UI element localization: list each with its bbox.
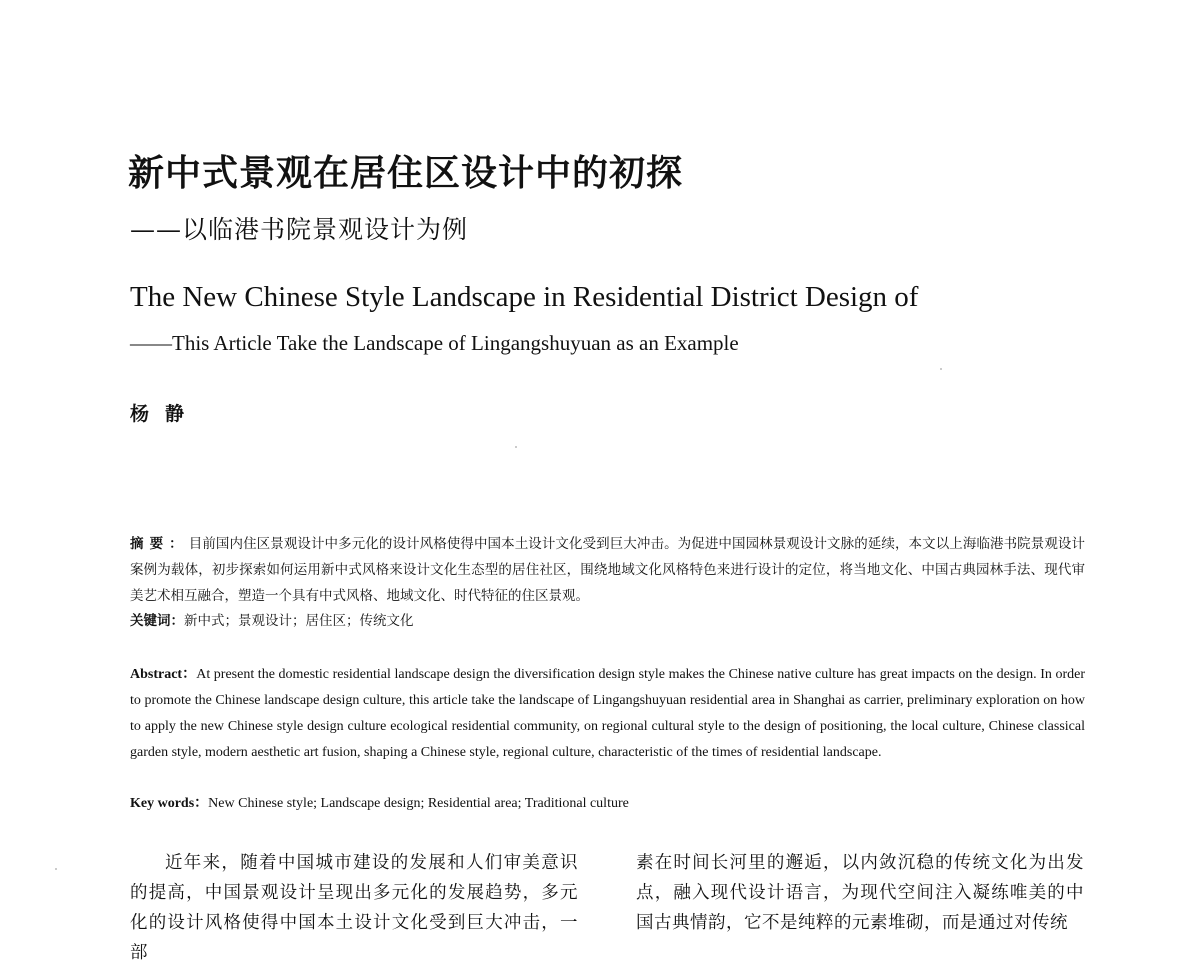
keywords-english-text: New Chinese style; Landscape design; Residential area; Traditional culture [208,796,629,811]
abstract-chinese [130,531,1085,609]
scan-speck [55,868,57,870]
author-name: 杨静 [130,403,201,425]
paper-subtitle-chinese: ——以临港书院景观设计为例 [130,215,469,244]
keywords-chinese-label: 关键词： [130,613,184,629]
paper-title-chinese: 新中式景观在居住区设计中的初探 [128,152,684,194]
abstract-english [130,662,1085,766]
keywords-chinese-text: 新中式；景观设计；居住区；传统文化 [184,613,414,629]
paper-subtitle-english: ——This Article Take the Landscape of Lingangshuyuan as an Example [130,331,739,355]
abstract-chinese-text: 目前国内住区景观设计中多元化的设计风格使得中国本土设计文化受到巨大冲击。为促进中国园林景观设计文脉的延续，本文以上海临港书院景观设计案例为载体，初步探索如何运用新中式风格来设计文化生态型的居住社区，围绕地域文化风格特色来进行设计的定位，将当地文化、中国古典园林手法、现代审美艺术相互融合，塑造一个具有中式风格、地域文化、时代特征的住区景观。 [130,536,1086,604]
abstract-english-label: Abstract： [130,667,197,682]
keywords-english-label: Key words： [130,796,209,811]
abstract-english-text: At present the domestic residential landscape design the diversification design style makes the Chinese native culture has great impacts on the design. In order to promote the Chinese landscape design culture, this article take the landscape of Lingangshuyuan residential area in Shanghai as carrier, preliminary exploration on how to apply the new Chinese style design culture ecological residential community, on regional cultural style to the design of positioning, the local culture, Chinese classical garden style, modern aesthetic art fusion, shaping a Chinese style, regional culture, characteristic of the times of residential landscape. [130,667,1085,760]
body-column-left: 近年来，随着中国城市建设的发展和人们审美意识的提高，中国景观设计呈现出多元化的发展趋势，多元化的设计风格使得中国本土设计文化受到巨大冲击，一部 [130,853,578,963]
paper-title-english: The New Chinese Style Landscape in Residential District Design of [130,281,919,313]
scan-speck [515,446,517,448]
keywords-chinese [130,609,414,629]
keywords-english [130,792,629,812]
scan-speck [940,368,942,370]
body-column-right: 素在时间长河里的邂逅，以内敛沉稳的传统文化为出发点，融入现代设计语言，为现代空间注入凝练唯美的中国古典情韵，它不是纯粹的元素堆砌，而是通过对传统 [636,853,1084,933]
abstract-chinese-label: 摘要： [130,536,189,552]
